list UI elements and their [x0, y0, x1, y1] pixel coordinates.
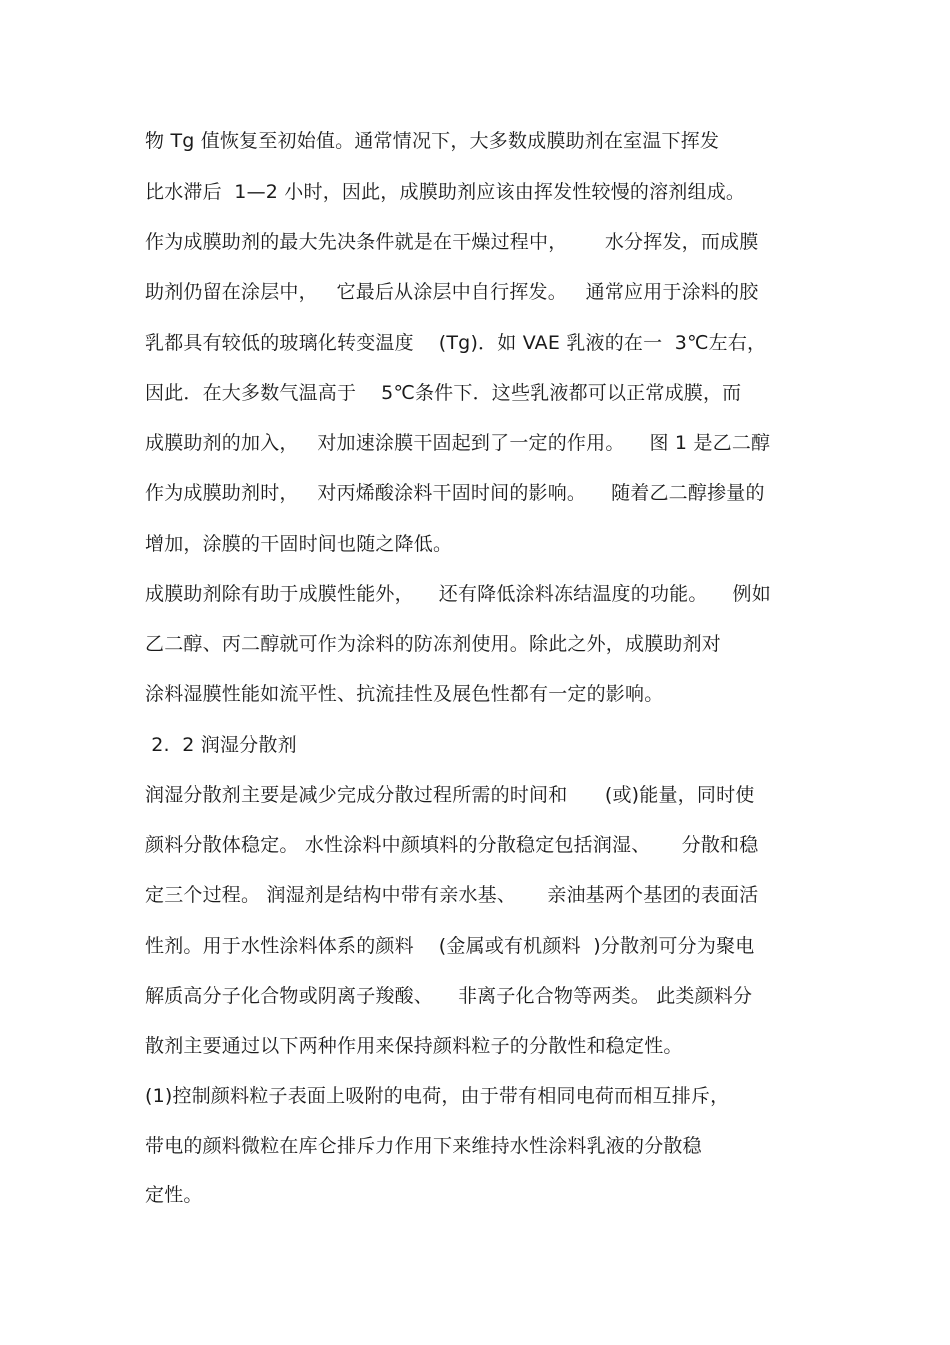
text-line: 涂料湿膜性能如流平性、抗流挂性及展色性都有一定的影响。 — [145, 683, 664, 705]
text-line: 助剂仍留在涂层中， 它最后从涂层中自行挥发。 通常应用于涂料的胶 — [145, 281, 759, 303]
text-line: 性剂。用于水性涂料体系的颜料 (金属或有机颜料 )分散剂可分为聚电 — [145, 935, 755, 957]
text-line: 作为成膜助剂的最大先决条件就是在干燥过程中， 水分挥发，而成膜 — [145, 231, 759, 253]
section-heading: 2. 2 润湿分散剂 — [145, 734, 297, 756]
text-line: 物 Tg 值恢复至初始值。通常情况下，大多数成膜助剂在室温下挥发 — [145, 130, 720, 152]
text-line: 乙二醇、丙二醇就可作为涂料的防冻剂使用。除此之外，成膜助剂对 — [145, 633, 722, 655]
text-line: 作为成膜助剂时， 对丙烯酸涂料干固时间的影响。 随着乙二醇掺量的 — [145, 482, 765, 504]
text-line: (1)控制颜料粒子表面上吸附的电荷，由于带有相同电荷而相互排斥， — [145, 1085, 730, 1107]
text-line: 定三个过程。 润湿剂是结构中带有亲水基、 亲油基两个基团的表面活 — [145, 884, 759, 906]
text-line: 散剂主要通过以下两种作用来保持颜料粒子的分散性和稳定性。 — [145, 1035, 683, 1057]
text-line: 比水滞后 1—2 小时，因此，成膜助剂应该由挥发性较慢的溶剂组成。 — [145, 181, 746, 203]
text-line: 因此．在大多数气温高于 5℃条件下．这些乳液都可以正常成膜，而 — [145, 382, 742, 404]
text-line: 解质高分子化合物或阴离子羧酸、 非离子化合物等两类。 此类颜料分 — [145, 985, 753, 1007]
text-line: 成膜助剂除有助于成膜性能外， 还有降低涂料冻结温度的功能。 例如 — [145, 583, 771, 605]
text-line: 润湿分散剂主要是减少完成分散过程所需的时间和 (或)能量，同时使 — [145, 784, 755, 806]
text-line: 颜料分散体稳定。 水性涂料中颜填料的分散稳定包括润湿、 分散和稳 — [145, 834, 759, 856]
text-line: 带电的颜料微粒在库仑排斥力作用下来维持水性涂料乳液的分散稳 — [145, 1135, 702, 1157]
text-line: 乳都具有较低的玻璃化转变温度 (Tg)．如 VAE 乳液的在一 3℃左右， — [145, 332, 767, 354]
text-line: 增加，涂膜的干固时间也随之降低。 — [145, 533, 453, 555]
text-line: 成膜助剂的加入， 对加速涂膜干固起到了一定的作用。 图 1 是乙二醇 — [145, 432, 771, 454]
text-line: 定性。 — [145, 1184, 203, 1206]
